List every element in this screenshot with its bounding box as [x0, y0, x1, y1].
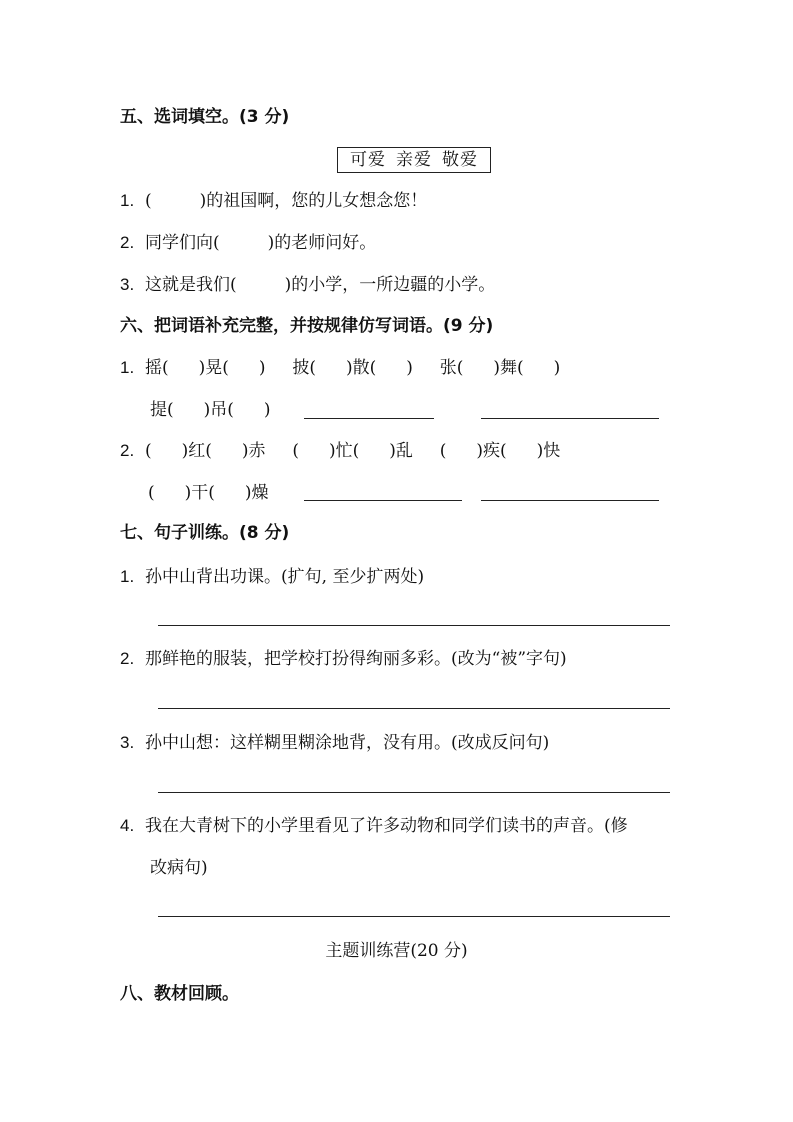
word-pattern-q1-row2: 提( )吊( )	[150, 400, 271, 420]
imitation-answer-line[interactable]	[304, 500, 462, 501]
sentence-item-2: 2. 那鲜艳的服装，把学校打扮得绚丽多彩。(改为“被”字句)	[120, 649, 567, 669]
word-choice-box	[337, 147, 491, 173]
section8-title: 八、教材回顾。	[120, 984, 239, 1004]
fill-item-3: 3. 这就是我们( )的小学，一所边疆的小学。	[120, 275, 496, 295]
word-pattern-q1-row1: 1. 摇( )晃( ) 披( )散( ) 张( )舞( )	[120, 358, 561, 378]
fill-item-1: 1. ( )的祖国啊，您的儿女想念您！	[120, 191, 428, 211]
sentence-answer-line[interactable]	[158, 708, 670, 709]
sentence-item-4-continued: 改病句)	[150, 858, 208, 878]
sentence-answer-line[interactable]	[158, 792, 670, 793]
imitation-answer-line[interactable]	[481, 418, 659, 419]
imitation-answer-line[interactable]	[481, 500, 659, 501]
theme-camp-title: 主题训练营(20 分)	[325, 941, 468, 961]
sentence-answer-line[interactable]	[158, 916, 670, 917]
word-option: 亲爱	[396, 150, 432, 170]
sentence-item-1: 1. 孙中山背出功课。(扩句, 至少扩两处)	[120, 567, 425, 587]
section6-title: 六、把词语补充完整，并按规律仿写词语。(9 分)	[120, 316, 494, 336]
imitation-answer-line[interactable]	[304, 418, 434, 419]
sentence-answer-line[interactable]	[158, 625, 670, 626]
section5-title: 五、选词填空。(3 分)	[120, 107, 290, 127]
word-pattern-q2-row2: ( )干( )燥	[148, 483, 269, 503]
word-option: 可爱	[350, 150, 386, 170]
word-option: 敬爱	[442, 150, 478, 170]
sentence-item-4: 4. 我在大青树下的小学里看见了许多动物和同学们读书的声音。(修	[120, 816, 628, 836]
section7-title: 七、句子训练。(8 分)	[120, 523, 290, 543]
word-pattern-q2-row1: 2. ( )红( )赤 ( )忙( )乱 ( )疾( )快	[120, 441, 561, 461]
fill-item-2: 2. 同学们向( )的老师问好。	[120, 233, 377, 253]
sentence-item-3: 3. 孙中山想：这样糊里糊涂地背，没有用。(改成反问句)	[120, 733, 550, 753]
blank-open: (	[145, 191, 152, 211]
